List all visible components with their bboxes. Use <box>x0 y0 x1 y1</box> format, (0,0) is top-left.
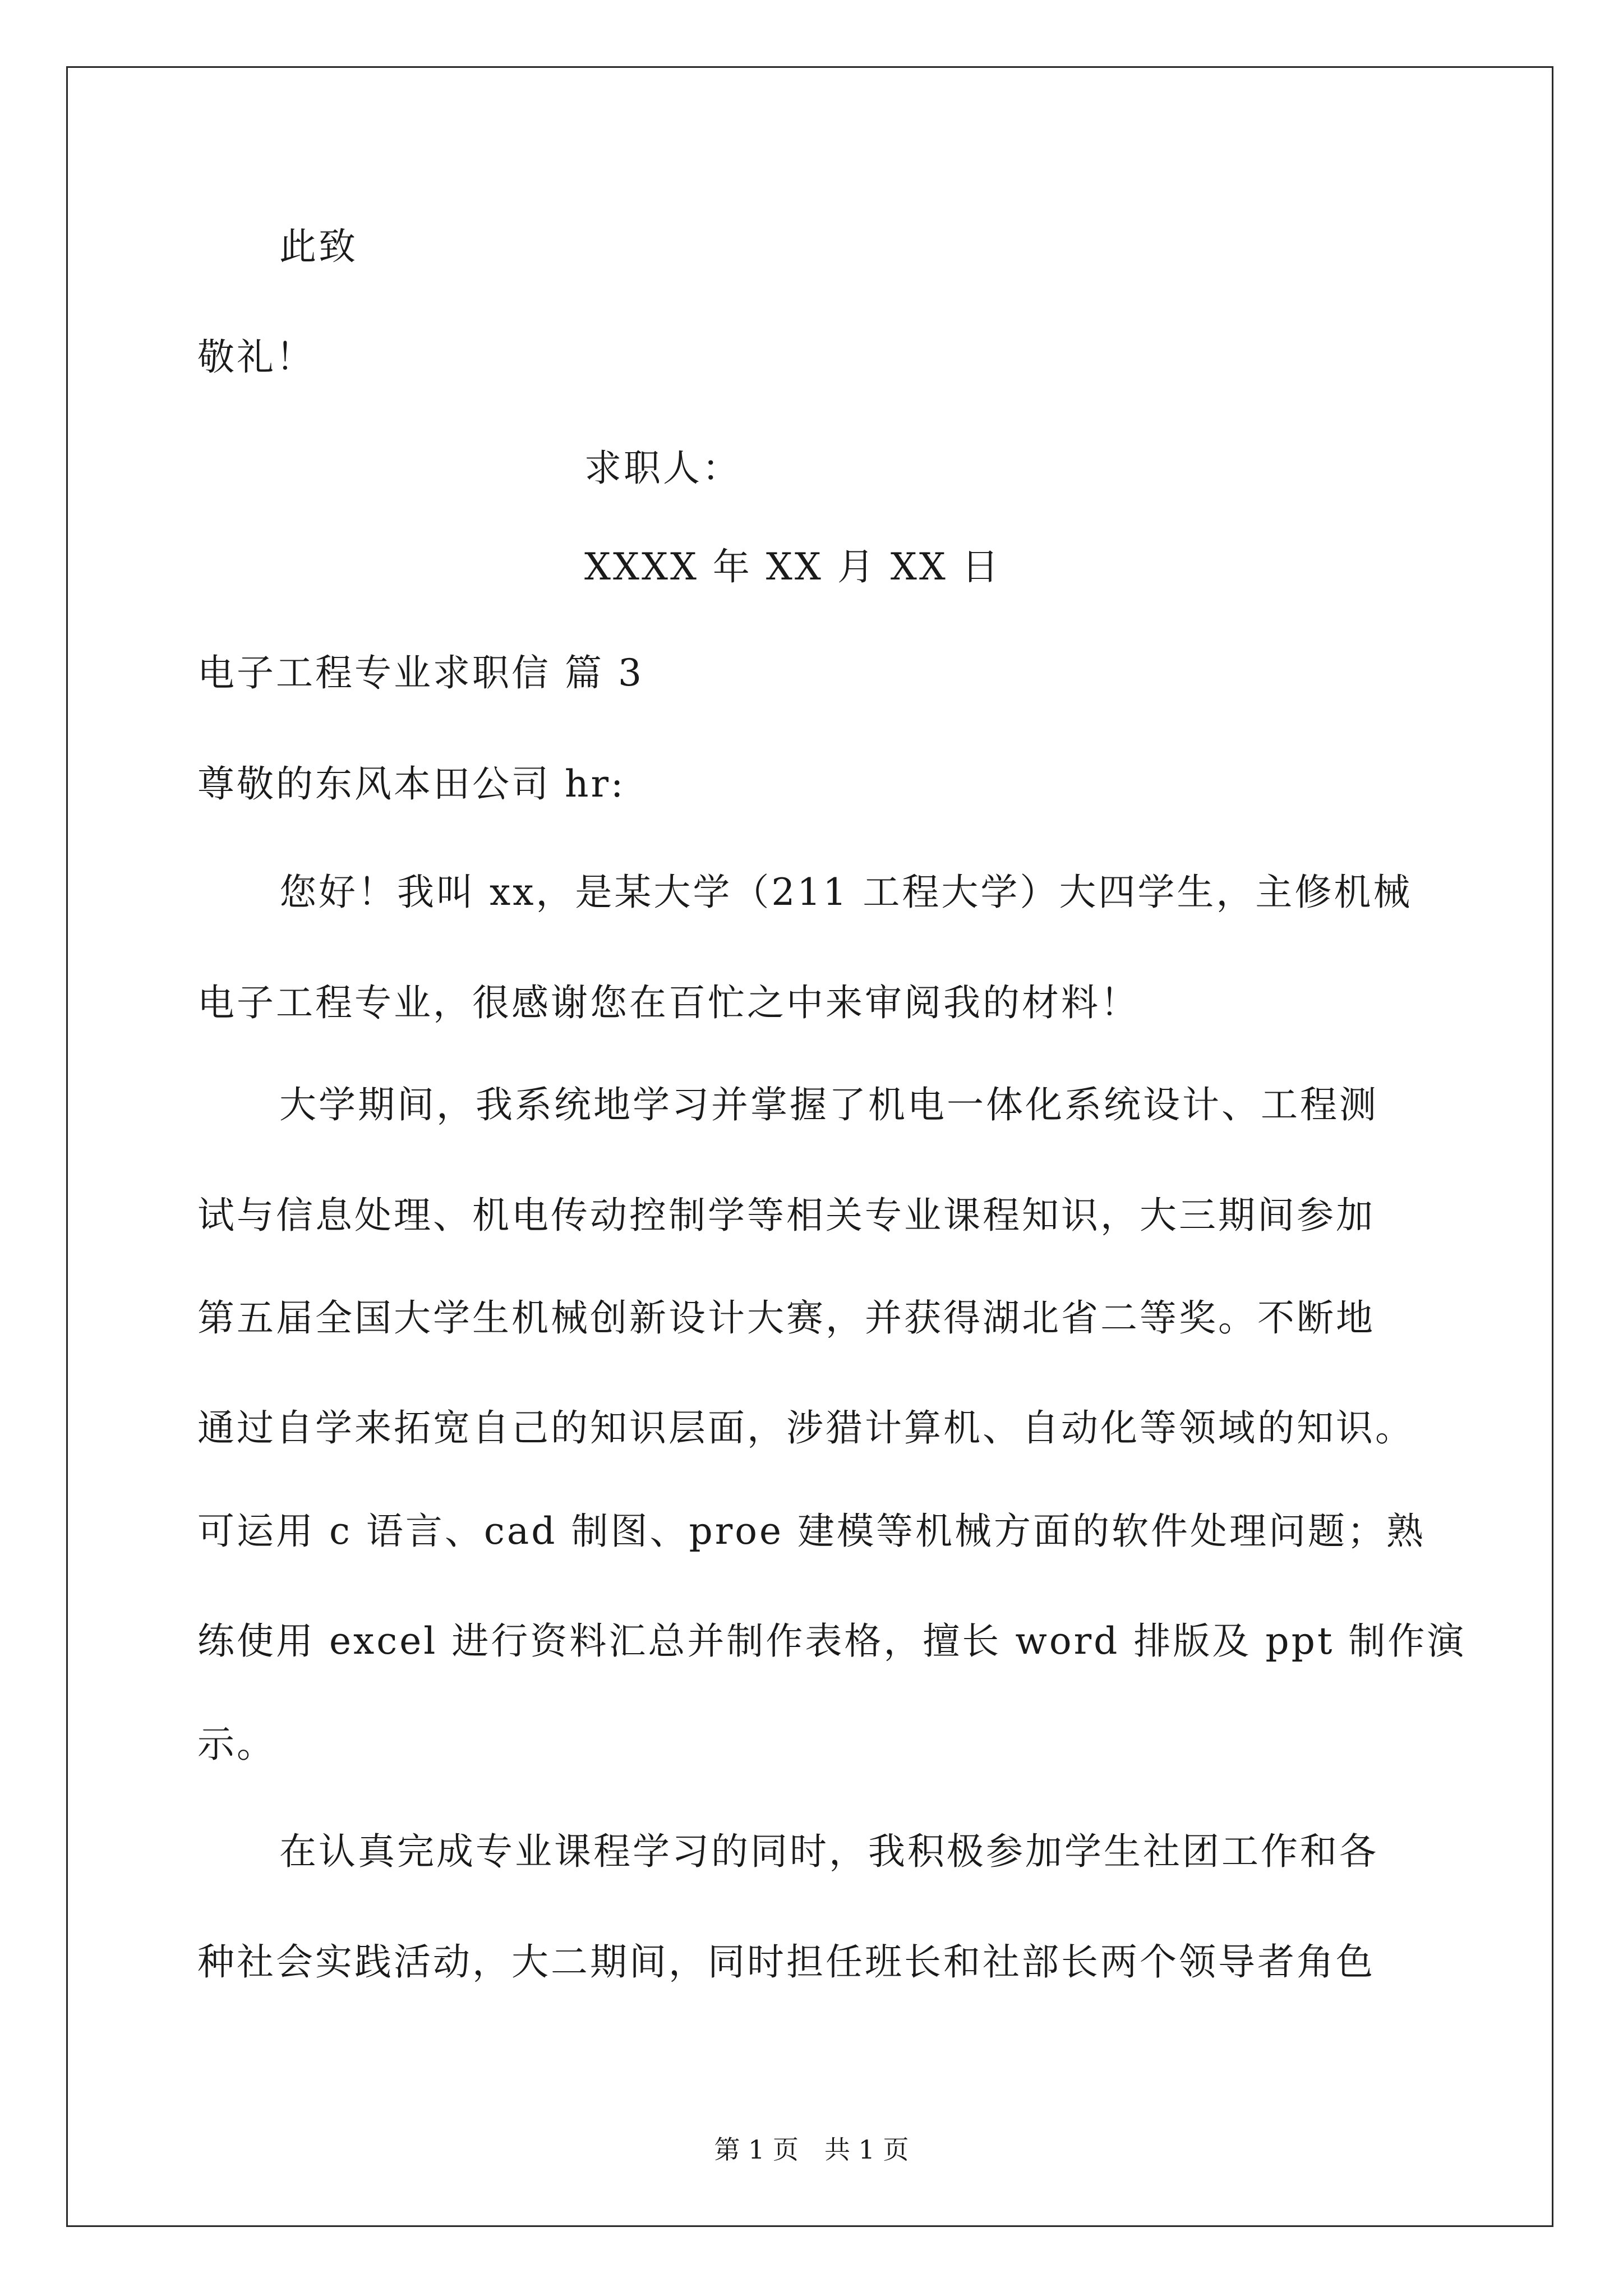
signer-line: 求职人： <box>584 447 741 490</box>
paragraph-line: 大学期间，我系统地学习并掌握了机电一体化系统设计、工程测 <box>279 1083 1378 1126</box>
paragraph-line: 种社会实践活动，大二期间，同时担任班长和社部长两个领导者角色 <box>197 1940 1375 1984</box>
section-title: 电子工程专业求职信 篇 3 <box>197 651 644 694</box>
salutation: 尊敬的东风本田公司 hr: <box>197 762 626 806</box>
paragraph-line: 第五届全国大学生机械创新设计大赛，并获得湖北省二等奖。不断地 <box>197 1296 1375 1340</box>
page-footer: 第 1 页 共 1 页 <box>714 2134 909 2165</box>
closing-line-2: 敬礼！ <box>197 335 315 379</box>
paragraph-line: 电子工程专业，很感谢您在百忙之中来审阅我的材料！ <box>197 981 1140 1024</box>
paragraph-line: 在认真完成专业课程学习的同时，我积极参加学生社团工作和各 <box>279 1830 1378 1873</box>
page-border <box>66 66 1553 2227</box>
paragraph-line: 您好！我叫 xx，是某大学（211 工程大学）大四学生，主修机械 <box>279 871 1413 914</box>
paragraph-line: 示。 <box>197 1723 276 1766</box>
paragraph-line: 可运用 c 语言、cad 制图、proe 建模等机械方面的软件处理问题；熟 <box>197 1510 1426 1553</box>
paragraph-line: 练使用 excel 进行资料汇总并制作表格，擅长 word 排版及 ppt 制作演 <box>197 1619 1467 1663</box>
date-line: XXXX 年 XX 月 XX 日 <box>584 545 1001 588</box>
closing-line-1: 此致 <box>279 225 358 268</box>
paragraph-line: 通过自学来拓宽自己的知识层面，涉猎计算机、自动化等领域的知识。 <box>197 1406 1414 1450</box>
paragraph-line: 试与信息处理、机电传动控制学等相关专业课程知识，大三期间参加 <box>197 1194 1375 1237</box>
